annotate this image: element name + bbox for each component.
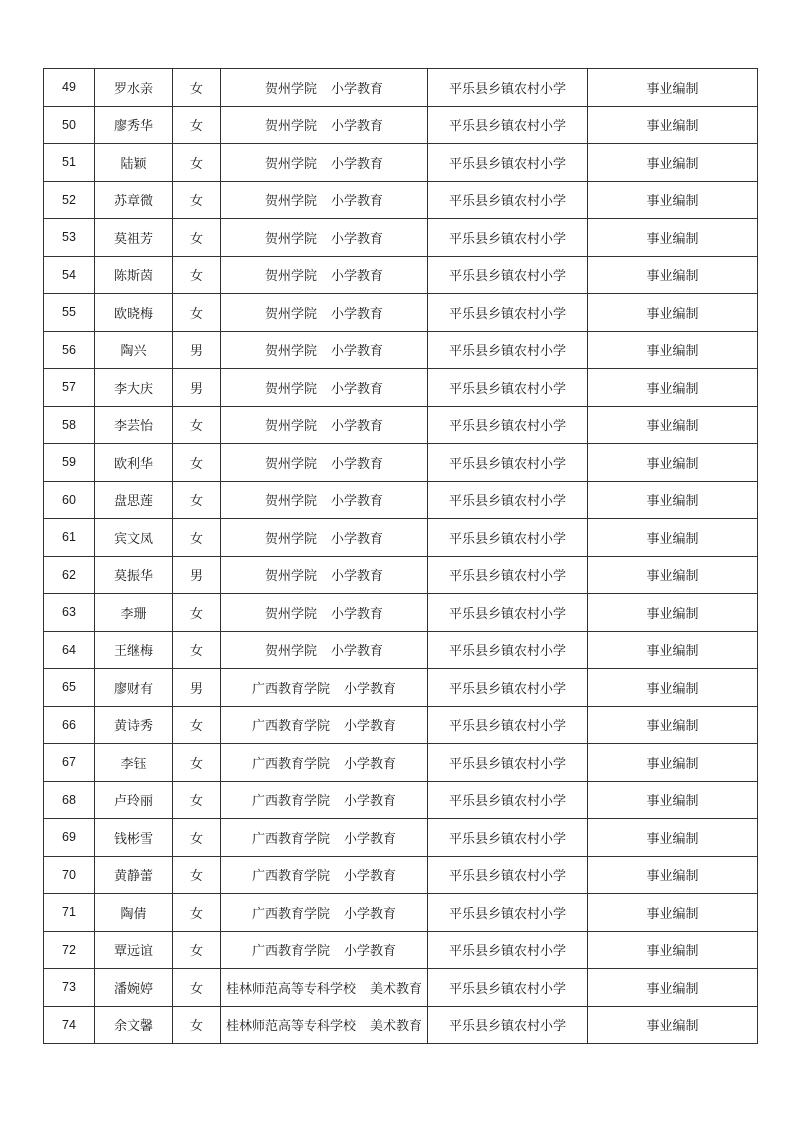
major: 小学教育: [344, 831, 397, 847]
major: 小学教育: [331, 344, 384, 360]
person-name: 盘思莲: [95, 481, 173, 519]
staffing-type: 事业编制: [588, 144, 758, 182]
major: 小学教育: [331, 269, 384, 285]
graduating-school: 贺州学院: [264, 494, 317, 510]
row-number: 51: [44, 144, 95, 182]
major: 小学教育: [344, 794, 397, 810]
person-gender: 女: [173, 256, 221, 294]
school-major-cell: [221, 106, 428, 144]
graduating-school: 贺州学院: [264, 306, 317, 322]
assigned-location: 平乐县乡镇农村小学: [428, 369, 588, 407]
graduating-school: 贺州学院: [264, 381, 317, 397]
person-gender: 女: [173, 781, 221, 819]
school-major-cell: [221, 669, 428, 707]
person-gender: 女: [173, 144, 221, 182]
row-number: 58: [44, 406, 95, 444]
staffing-type: 事业编制: [588, 369, 758, 407]
major: 小学教育: [344, 944, 397, 960]
assigned-location: 平乐县乡镇农村小学: [428, 894, 588, 932]
person-gender: 女: [173, 519, 221, 557]
school-major-cell: [221, 856, 428, 894]
row-number: 57: [44, 369, 95, 407]
major: 小学教育: [331, 494, 384, 510]
person-gender: 女: [173, 931, 221, 969]
staffing-type: 事业编制: [588, 219, 758, 257]
graduating-school: 贺州学院: [264, 644, 317, 660]
school-major-cell: [221, 369, 428, 407]
assigned-location: 平乐县乡镇农村小学: [428, 1006, 588, 1044]
table-row: [44, 706, 758, 744]
row-number: 72: [44, 931, 95, 969]
assigned-location: 平乐县乡镇农村小学: [428, 481, 588, 519]
person-name: 黄静蕾: [95, 856, 173, 894]
person-name: 李珊: [95, 594, 173, 632]
assigned-location: 平乐县乡镇农村小学: [428, 931, 588, 969]
table-row: [44, 256, 758, 294]
person-name: 欧利华: [95, 444, 173, 482]
table-row: [44, 931, 758, 969]
assigned-location: 平乐县乡镇农村小学: [428, 594, 588, 632]
assigned-location: 平乐县乡镇农村小学: [428, 556, 588, 594]
table-row: [44, 481, 758, 519]
person-name: 余文馨: [95, 1006, 173, 1044]
table-row: [44, 631, 758, 669]
assigned-location: 平乐县乡镇农村小学: [428, 256, 588, 294]
person-name: 潘婉婷: [95, 969, 173, 1007]
major: 小学教育: [331, 306, 384, 322]
person-name: 王继梅: [95, 631, 173, 669]
person-name: 欧晓梅: [95, 294, 173, 332]
row-number: 73: [44, 969, 95, 1007]
staffing-type: 事业编制: [588, 444, 758, 482]
person-gender: 女: [173, 594, 221, 632]
roster-table: [43, 68, 758, 1044]
person-name: 李芸怡: [95, 406, 173, 444]
graduating-school: 广西教育学院: [251, 794, 330, 810]
graduating-school: 贺州学院: [264, 606, 317, 622]
row-number: 70: [44, 856, 95, 894]
person-gender: 男: [173, 556, 221, 594]
person-gender: 女: [173, 294, 221, 332]
row-number: 68: [44, 781, 95, 819]
school-major-cell: [221, 256, 428, 294]
person-name: 廖秀华: [95, 106, 173, 144]
row-number: 74: [44, 1006, 95, 1044]
row-number: 52: [44, 181, 95, 219]
school-major-cell: [221, 969, 428, 1007]
major: 小学教育: [331, 569, 384, 585]
person-gender: 女: [173, 894, 221, 932]
staffing-type: 事业编制: [588, 256, 758, 294]
graduating-school: 贺州学院: [264, 531, 317, 547]
person-gender: 女: [173, 444, 221, 482]
graduating-school: 广西教育学院: [251, 906, 330, 922]
person-gender: 女: [173, 856, 221, 894]
school-major-cell: [221, 406, 428, 444]
major: 小学教育: [331, 381, 384, 397]
assigned-location: 平乐县乡镇农村小学: [428, 331, 588, 369]
table-row: [44, 1006, 758, 1044]
row-number: 60: [44, 481, 95, 519]
table-row: [44, 219, 758, 257]
staffing-type: 事业编制: [588, 556, 758, 594]
person-gender: 女: [173, 481, 221, 519]
assigned-location: 平乐县乡镇农村小学: [428, 294, 588, 332]
person-name: 陶兴: [95, 331, 173, 369]
row-number: 64: [44, 631, 95, 669]
staffing-type: 事业编制: [588, 331, 758, 369]
staffing-type: 事业编制: [588, 481, 758, 519]
person-name: 覃远谊: [95, 931, 173, 969]
staffing-type: 事业编制: [588, 969, 758, 1007]
row-number: 69: [44, 819, 95, 857]
school-major-cell: [221, 781, 428, 819]
person-name: 黄诗秀: [95, 706, 173, 744]
school-major-cell: [221, 69, 428, 107]
major: 小学教育: [331, 81, 384, 97]
staffing-type: 事业编制: [588, 294, 758, 332]
table-row: [44, 406, 758, 444]
person-name: 莫祖芳: [95, 219, 173, 257]
person-name: 陆颖: [95, 144, 173, 182]
school-major-cell: [221, 294, 428, 332]
graduating-school: 广西教育学院: [251, 681, 330, 697]
table-row: [44, 744, 758, 782]
school-major-cell: [221, 706, 428, 744]
table-row: [44, 181, 758, 219]
row-number: 50: [44, 106, 95, 144]
person-name: 苏章微: [95, 181, 173, 219]
staffing-type: 事业编制: [588, 519, 758, 557]
table-row: [44, 894, 758, 932]
person-gender: 男: [173, 369, 221, 407]
school-major-cell: [221, 556, 428, 594]
graduating-school: 广西教育学院: [251, 869, 330, 885]
graduating-school: 贺州学院: [264, 231, 317, 247]
person-name: 李钰: [95, 744, 173, 782]
school-major-cell: [221, 181, 428, 219]
person-name: 罗水亲: [95, 69, 173, 107]
school-major-cell: [221, 894, 428, 932]
graduating-school: 贺州学院: [264, 344, 317, 360]
school-major-cell: [221, 519, 428, 557]
table-row: [44, 331, 758, 369]
row-number: 59: [44, 444, 95, 482]
table-row: [44, 969, 758, 1007]
graduating-school: 贺州学院: [264, 569, 317, 585]
person-name: 钱彬雪: [95, 819, 173, 857]
person-name: 廖财有: [95, 669, 173, 707]
row-number: 53: [44, 219, 95, 257]
assigned-location: 平乐县乡镇农村小学: [428, 444, 588, 482]
staffing-type: 事业编制: [588, 106, 758, 144]
school-major-cell: [221, 481, 428, 519]
major: 美术教育: [370, 1019, 423, 1035]
assigned-location: 平乐县乡镇农村小学: [428, 856, 588, 894]
person-gender: 女: [173, 819, 221, 857]
major: 美术教育: [370, 981, 423, 997]
school-major-cell: [221, 1006, 428, 1044]
major: 小学教育: [344, 719, 397, 735]
graduating-school: 广西教育学院: [251, 756, 330, 772]
person-gender: 女: [173, 69, 221, 107]
graduating-school: 贺州学院: [264, 81, 317, 97]
staffing-type: 事业编制: [588, 594, 758, 632]
graduating-school: 广西教育学院: [251, 944, 330, 960]
staffing-type: 事业编制: [588, 631, 758, 669]
person-gender: 女: [173, 969, 221, 1007]
row-number: 63: [44, 594, 95, 632]
person-gender: 女: [173, 106, 221, 144]
row-number: 66: [44, 706, 95, 744]
person-gender: 男: [173, 669, 221, 707]
school-major-cell: [221, 631, 428, 669]
graduating-school: 桂林师范高等专科学校: [225, 1019, 356, 1035]
assigned-location: 平乐县乡镇农村小学: [428, 519, 588, 557]
assigned-location: 平乐县乡镇农村小学: [428, 144, 588, 182]
assigned-location: 平乐县乡镇农村小学: [428, 106, 588, 144]
major: 小学教育: [344, 756, 397, 772]
graduating-school: 桂林师范高等专科学校: [225, 981, 356, 997]
table-row: [44, 519, 758, 557]
major: 小学教育: [331, 119, 384, 135]
graduating-school: 广西教育学院: [251, 831, 330, 847]
assigned-location: 平乐县乡镇农村小学: [428, 69, 588, 107]
person-name: 陈斯茵: [95, 256, 173, 294]
person-gender: 女: [173, 706, 221, 744]
row-number: 62: [44, 556, 95, 594]
assigned-location: 平乐县乡镇农村小学: [428, 631, 588, 669]
major: 小学教育: [331, 456, 384, 472]
school-major-cell: [221, 144, 428, 182]
graduating-school: 广西教育学院: [251, 719, 330, 735]
assigned-location: 平乐县乡镇农村小学: [428, 781, 588, 819]
assigned-location: 平乐县乡镇农村小学: [428, 219, 588, 257]
major: 小学教育: [331, 644, 384, 660]
assigned-location: 平乐县乡镇农村小学: [428, 669, 588, 707]
roster-table-body: [44, 69, 758, 1044]
major: 小学教育: [331, 419, 384, 435]
row-number: 67: [44, 744, 95, 782]
staffing-type: 事业编制: [588, 181, 758, 219]
row-number: 65: [44, 669, 95, 707]
staffing-type: 事业编制: [588, 819, 758, 857]
assigned-location: 平乐县乡镇农村小学: [428, 744, 588, 782]
row-number: 71: [44, 894, 95, 932]
person-gender: 女: [173, 631, 221, 669]
major: 小学教育: [331, 606, 384, 622]
staffing-type: 事业编制: [588, 669, 758, 707]
staffing-type: 事业编制: [588, 931, 758, 969]
major: 小学教育: [344, 681, 397, 697]
graduating-school: 贺州学院: [264, 156, 317, 172]
assigned-location: 平乐县乡镇农村小学: [428, 969, 588, 1007]
school-major-cell: [221, 819, 428, 857]
row-number: 55: [44, 294, 95, 332]
table-row: [44, 294, 758, 332]
table-row: [44, 669, 758, 707]
graduating-school: 贺州学院: [264, 269, 317, 285]
school-major-cell: [221, 931, 428, 969]
table-row: [44, 594, 758, 632]
person-gender: 女: [173, 406, 221, 444]
graduating-school: 贺州学院: [264, 119, 317, 135]
major: 小学教育: [331, 531, 384, 547]
person-name: 陶倩: [95, 894, 173, 932]
school-major-cell: [221, 331, 428, 369]
row-number: 56: [44, 331, 95, 369]
school-major-cell: [221, 744, 428, 782]
major: 小学教育: [331, 231, 384, 247]
table-row: [44, 106, 758, 144]
major: 小学教育: [344, 906, 397, 922]
table-row: [44, 444, 758, 482]
staffing-type: 事业编制: [588, 781, 758, 819]
row-number: 49: [44, 69, 95, 107]
staffing-type: 事业编制: [588, 1006, 758, 1044]
graduating-school: 贺州学院: [264, 194, 317, 210]
row-number: 61: [44, 519, 95, 557]
school-major-cell: [221, 219, 428, 257]
table-row: [44, 69, 758, 107]
graduating-school: 贺州学院: [264, 456, 317, 472]
person-gender: 女: [173, 181, 221, 219]
staffing-type: 事业编制: [588, 406, 758, 444]
person-gender: 女: [173, 744, 221, 782]
table-row: [44, 856, 758, 894]
staffing-type: 事业编制: [588, 69, 758, 107]
school-major-cell: [221, 444, 428, 482]
person-gender: 女: [173, 1006, 221, 1044]
major: 小学教育: [344, 869, 397, 885]
assigned-location: 平乐县乡镇农村小学: [428, 406, 588, 444]
assigned-location: 平乐县乡镇农村小学: [428, 706, 588, 744]
table-row: [44, 781, 758, 819]
row-number: 54: [44, 256, 95, 294]
person-name: 李大庆: [95, 369, 173, 407]
table-row: [44, 556, 758, 594]
major: 小学教育: [331, 194, 384, 210]
school-major-cell: [221, 594, 428, 632]
person-gender: 女: [173, 219, 221, 257]
staffing-type: 事业编制: [588, 706, 758, 744]
table-row: [44, 144, 758, 182]
assigned-location: 平乐县乡镇农村小学: [428, 181, 588, 219]
table-row: [44, 369, 758, 407]
staffing-type: 事业编制: [588, 856, 758, 894]
person-name: 宾文凤: [95, 519, 173, 557]
table-row: [44, 819, 758, 857]
person-name: 卢玲丽: [95, 781, 173, 819]
graduating-school: 贺州学院: [264, 419, 317, 435]
assigned-location: 平乐县乡镇农村小学: [428, 819, 588, 857]
major: 小学教育: [331, 156, 384, 172]
person-name: 莫振华: [95, 556, 173, 594]
staffing-type: 事业编制: [588, 744, 758, 782]
person-gender: 男: [173, 331, 221, 369]
staffing-type: 事业编制: [588, 894, 758, 932]
